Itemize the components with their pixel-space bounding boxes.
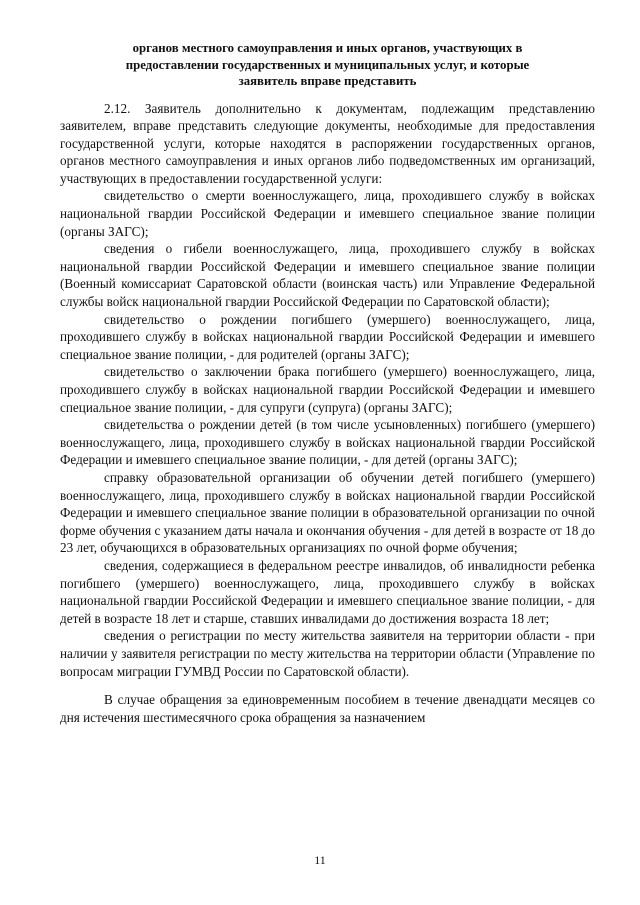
paragraph-death-information: сведения о гибели военнослужащего, лица, проходившего службу в войсках национальной гвардии Российской Федерации и имевшего специальное звание полиции (Военный комиссариат Саратовской области (воинская часть) или Управление Федеральной службы войск национальной гвардии Российской Федерации по Саратовской области); — [60, 241, 595, 310]
paragraph-2-12: 2.12. Заявитель дополнительно к документам, подлежащим представлению заявителем, вправе представить следующие документы, необходимые для предоставления государственной услуги, которые находятся в распоряжении государственных органов, органов местного самоуправления и иных органов либо подведомственных им организаций, участвующих в предоставлении государственной услуги: — [60, 100, 595, 186]
page-number: 11 — [314, 853, 326, 867]
heading-line-1: органов местного самоуправления и иных органов, участвующих в — [132, 41, 523, 55]
paragraph-twelve-months: В случае обращения за единовременным пособием в течение двенадцати месяцев со дня истечения шестимесячного срока обращения за назначением — [60, 692, 595, 725]
paragraph-residence-registration: сведения о регистрации по месту жительства заявителя на территории области - при наличии у заявителя регистрации по месту жительства на территории области (Управление по вопросам миграции ГУМВД России по Саратовской области). — [60, 628, 595, 679]
section-heading — [60, 40, 595, 90]
paragraph-children-birth-certificates: свидетельства о рождении детей (в том числе усыновленных) погибшего (умершего) военнослужащего, лица, проходившего службу в войсках национальной гвардии Российской Федерации и имевшего специальное звание полиции, - для детей (органы ЗАГС); — [60, 417, 595, 468]
paragraph-disability-registry: сведения, содержащиеся в федеральном реестре инвалидов, об инвалидности ребенка погибшего (умершего) военнослужащего, лица, проходившего службу в войсках национальной гвардии Российской Федерации и имевшего специальное звание полиции, - для детей в возрасте 18 лет и старше, ставших инвалидами до достижения возраста 18 лет; — [60, 557, 595, 626]
document-page — [60, 40, 595, 726]
heading-line-3: заявитель вправе представить — [238, 74, 417, 88]
paragraph-marriage-certificate: свидетельство о заключении брака погибшего (умершего) военнослужащего, лица, проходившего службу в войсках национальной гвардии Российской Федерации и имевшего специальное звание полиции, - для супруги (супруга) (органы ЗАГС); — [60, 364, 595, 415]
paragraph-education-certificate: справку образовательной организации об обучении детей погибшего (умершего) военнослужащего, лица, проходившего службу в войсках национальной гвардии Российской Федерации и имевшего специальное звание полиции в образовательной организации по очной форме обучения с указанием даты начала и окончания обучения - для детей в возрасте от 18 до 23 лет, обучающихся в образовательных организациях по очной форме обучения; — [60, 469, 595, 556]
paragraph-birth-certificate: свидетельство о рождении погибшего (умершего) военнослужащего, лица, проходившего службу в войсках национальной гвардии Российской Федерации и имевшего специальное звание полиции, - для родителей (органы ЗАГС); — [60, 311, 595, 362]
heading-line-2: предоставлении государственных и муниципальных услуг, и которые — [125, 57, 530, 72]
paragraph-death-certificate: свидетельство о смерти военнослужащего, лица, проходившего службу в войсках национальной гвардии Российской Федерации и имевшего специальное звание полиции (органы ЗАГС); — [60, 188, 595, 239]
